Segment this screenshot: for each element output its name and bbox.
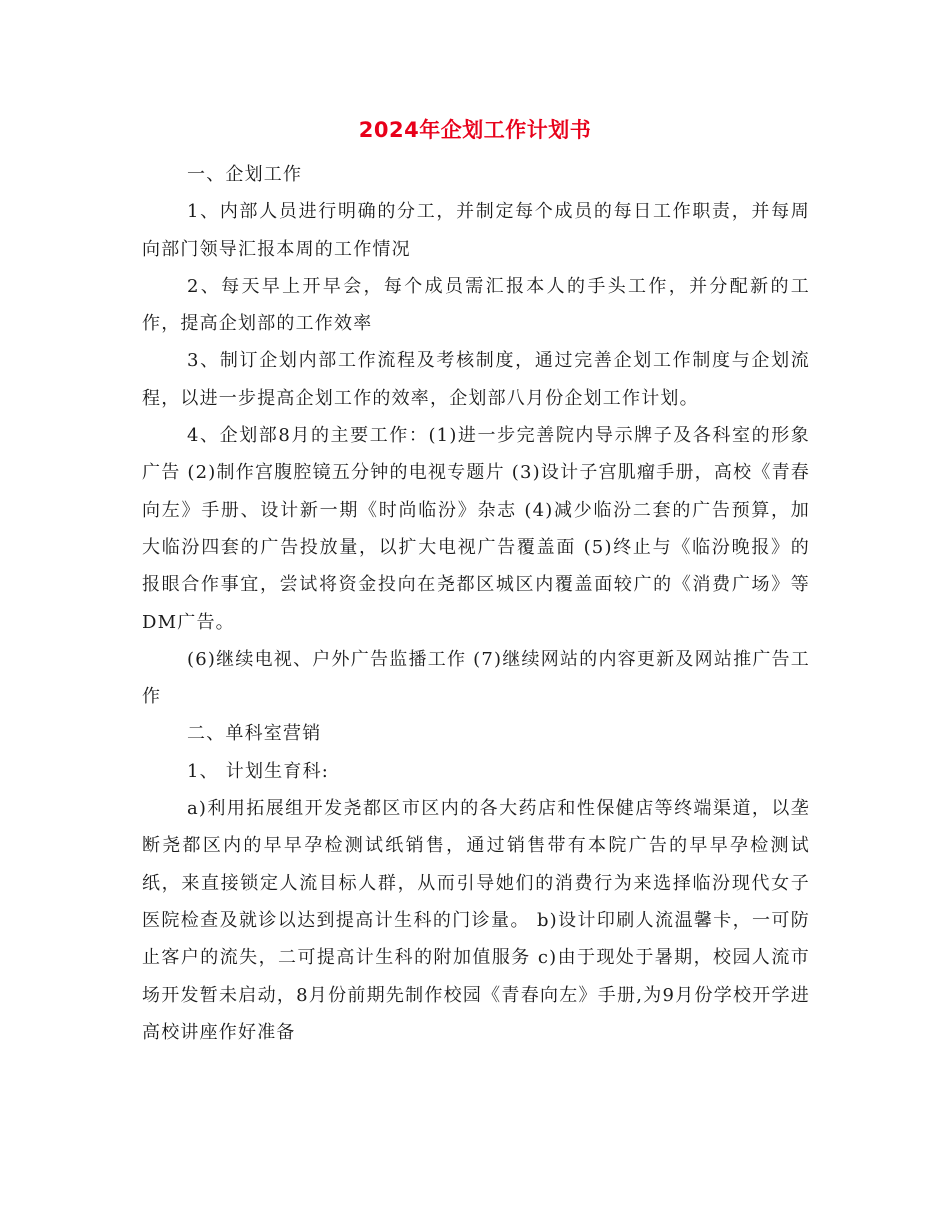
section-heading-planning: 一、企划工作 [187,164,303,185]
document-body [142,156,810,1051]
paragraph-item-1: 1、内部人员进行明确的分工，并制定每个成员的每日工作职责，并每周向部门领导汇报本周的工作情况 [142,201,810,260]
paragraph-item-2: 2、每天早上开早会，每个成员需汇报本人的手头工作，并分配新的工作，提高企划部的工作效率 [142,275,810,335]
section-heading-department-marketing: 二、单科室营销 [187,723,322,745]
document-title: 2024年企划工作计划书 [358,118,592,142]
subsection-heading-family-planning: 1、 计划生育科: [187,760,330,782]
paragraph-item-4-continued: (6)继续电视、户外广告监播工作 (7)继续网站的内容更新及网站推广告工作 [142,648,810,708]
paragraph-family-planning-details: a)利用拓展组开发尧都区市区内的各大药店和性保健店等终端渠道，以垄断尧都区内的早早孕检测试纸销售，通过销售带有本院广告的早早孕检测试纸，来直接锁定人流目标人群，从而引导她们的消费行为来选择临汾现代女子医院检查及就诊以达到提高计生科的门诊量。 b)设计印刷人流温馨卡，一可防止客户的流失，二可提高计生科的附加值服务 c)由于现处于暑期，校园人流市场开发暂未启动，8月份前期先制作校园《青春向左》手册,为9月份学校开学进高校讲座作好准备 [142,798,810,1043]
paragraph-item-4: 4、企划部8月的主要工作：(1)进一步完善院内导示牌子及各科室的形象广告 (2)制作宫腹腔镜五分钟的电视专题片 (3)设计子宫肌瘤手册，高校《青春向左》手册、设计新一期《时尚临汾》杂志 (4)减少临汾二套的广告预算，加大临汾四套的广告投放量，以扩大电视广告覆盖面 (5)终止与《临汾晚报》的报眼合作事宜，尝试将资金投向在尧都区城区内覆盖面较广的《消费广场》等DM广告。 [142,425,810,633]
paragraph-item-3: 3、制订企划内部工作流程及考核制度，通过完善企划工作制度与企划流程，以进一步提高企划工作的效率，企划部八月份企划工作计划。 [142,350,810,409]
